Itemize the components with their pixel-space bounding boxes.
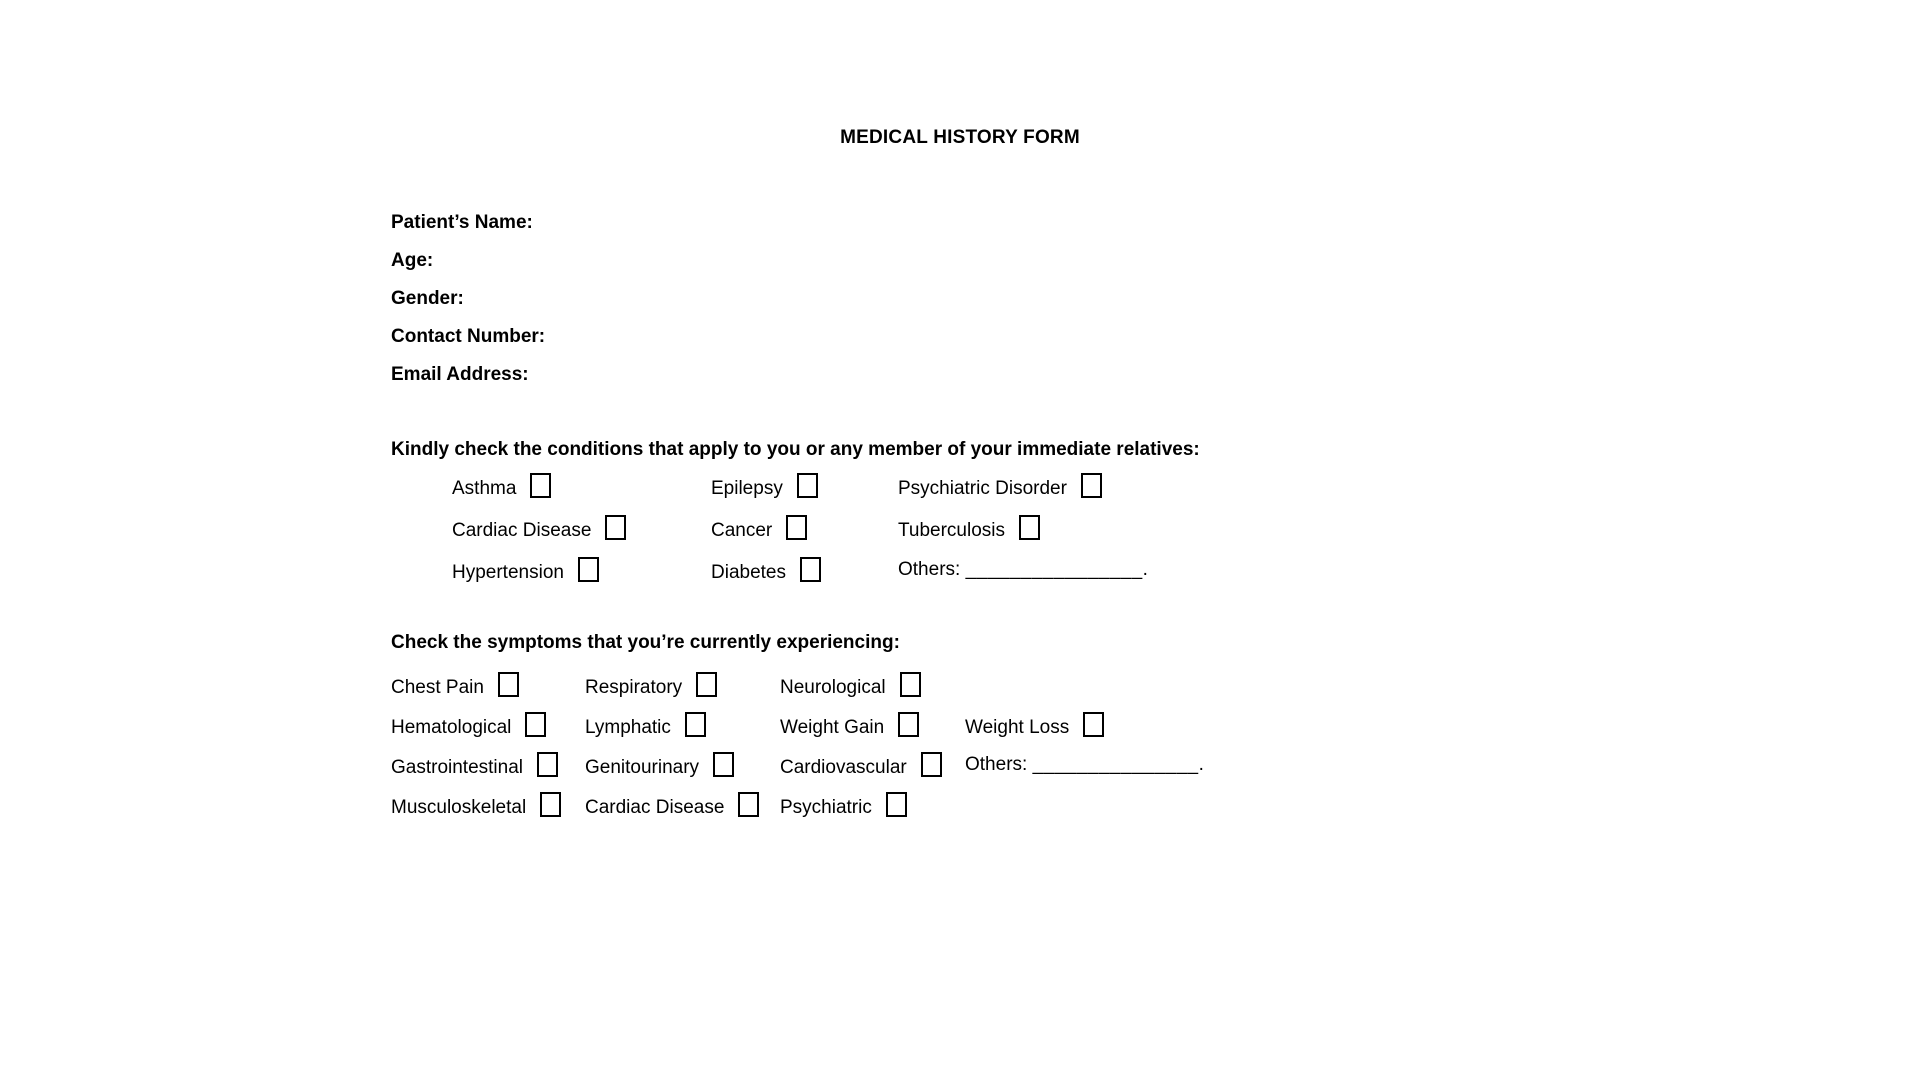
respiratory-label: Respiratory [585, 676, 683, 698]
symptoms-heading: Check the symptoms that you’re currently experiencing: [391, 632, 900, 653]
condition-item-others [898, 559, 1458, 581]
symptom-item-cardiac-disease [585, 792, 780, 819]
weight-loss-checkbox[interactable] [1083, 712, 1104, 737]
weight-loss-label: Weight Loss [965, 716, 1070, 738]
gender-label: Gender: [391, 288, 464, 309]
condition-item-cardiac-disease [452, 515, 711, 542]
diabetes-checkbox[interactable] [800, 557, 821, 582]
symptom-item-cardiovascular [780, 752, 965, 779]
symptom-item-neurological [780, 672, 965, 699]
symptom-item-lymphatic [585, 712, 780, 739]
asthma-label: Asthma [452, 477, 517, 499]
patient-info-section [391, 204, 545, 394]
gastrointestinal-checkbox[interactable] [537, 752, 558, 777]
contact-number-label: Contact Number: [391, 326, 546, 347]
symptom-item-musculoskeletal [391, 792, 585, 819]
psychiatric-checkbox[interactable] [886, 792, 907, 817]
cardiac-disease-checkbox[interactable] [605, 515, 626, 540]
psychiatric-disorder-checkbox[interactable] [1081, 473, 1102, 498]
symptoms-others-label: Others: [965, 754, 1028, 775]
condition-item-psychiatric-disorder [898, 473, 1458, 500]
symptom-item-others [965, 754, 1525, 776]
form-title: MEDICAL HISTORY FORM [840, 127, 1080, 148]
tuberculosis-checkbox[interactable] [1019, 515, 1040, 540]
chest-pain-checkbox[interactable] [498, 672, 519, 697]
condition-item-cancer [711, 515, 898, 542]
symptom-item-hematological [391, 712, 585, 739]
hypertension-checkbox[interactable] [578, 557, 599, 582]
cancer-checkbox[interactable] [786, 515, 807, 540]
condition-item-diabetes [711, 557, 898, 584]
symptom-item-chest-pain [391, 672, 585, 699]
symptoms-grid [391, 665, 1525, 825]
family-others-blank[interactable]: ________________ [965, 559, 1143, 580]
lymphatic-checkbox[interactable] [685, 712, 706, 737]
symptom-row [391, 745, 1525, 785]
age-label: Age: [391, 250, 434, 271]
condition-item-hypertension [452, 557, 711, 584]
family-history-grid [452, 465, 1458, 591]
psychiatric-label: Psychiatric [780, 796, 872, 818]
epilepsy-checkbox[interactable] [797, 473, 818, 498]
family-history-row [452, 465, 1458, 507]
family-history-row [452, 507, 1458, 549]
symptom-row [391, 665, 1525, 705]
condition-item-tuberculosis [898, 515, 1458, 542]
symptoms-others-blank[interactable]: _______________ [1032, 754, 1199, 775]
cardiac-disease-symptom-label: Cardiac Disease [585, 796, 725, 818]
gastrointestinal-label: Gastrointestinal [391, 756, 524, 778]
musculoskeletal-label: Musculoskeletal [391, 796, 527, 818]
neurological-checkbox[interactable] [900, 672, 921, 697]
musculoskeletal-checkbox[interactable] [540, 792, 561, 817]
lymphatic-label: Lymphatic [585, 716, 671, 738]
psychiatric-disorder-label: Psychiatric Disorder [898, 477, 1067, 499]
symptom-item-weight-gain [780, 712, 965, 739]
cardiovascular-label: Cardiovascular [780, 756, 907, 778]
hematological-checkbox[interactable] [525, 712, 546, 737]
cancer-label: Cancer [711, 519, 773, 541]
symptom-row [391, 785, 1525, 825]
cardiac-disease-label: Cardiac Disease [452, 519, 592, 541]
family-history-heading: Kindly check the conditions that apply to you or any member of your immediate relatives: [391, 439, 1200, 460]
genitourinary-checkbox[interactable] [713, 752, 734, 777]
epilepsy-label: Epilepsy [711, 477, 783, 499]
chest-pain-label: Chest Pain [391, 676, 484, 698]
symptoms-others-period: . [1198, 754, 1204, 775]
cardiac-disease-symptom-checkbox[interactable] [738, 792, 759, 817]
asthma-checkbox[interactable] [530, 473, 551, 498]
email-address-label: Email Address: [391, 364, 529, 385]
cardiovascular-checkbox[interactable] [921, 752, 942, 777]
family-others-label: Others: [898, 559, 961, 580]
weight-gain-checkbox[interactable] [898, 712, 919, 737]
patients-name-label: Patient’s Name: [391, 212, 533, 233]
respiratory-checkbox[interactable] [696, 672, 717, 697]
genitourinary-label: Genitourinary [585, 756, 700, 778]
condition-item-asthma [452, 473, 711, 500]
symptom-item-psychiatric [780, 792, 965, 819]
symptom-item-respiratory [585, 672, 780, 699]
hypertension-label: Hypertension [452, 561, 564, 583]
symptom-row [391, 705, 1525, 745]
symptom-item-gastrointestinal [391, 752, 585, 779]
family-history-row [452, 549, 1458, 591]
neurological-label: Neurological [780, 676, 886, 698]
tuberculosis-label: Tuberculosis [898, 519, 1006, 541]
symptom-item-genitourinary [585, 752, 780, 779]
family-others-period: . [1142, 559, 1148, 580]
hematological-label: Hematological [391, 716, 512, 738]
weight-gain-label: Weight Gain [780, 716, 885, 738]
diabetes-label: Diabetes [711, 561, 786, 583]
condition-item-epilepsy [711, 473, 898, 500]
symptom-item-weight-loss [965, 712, 1525, 739]
